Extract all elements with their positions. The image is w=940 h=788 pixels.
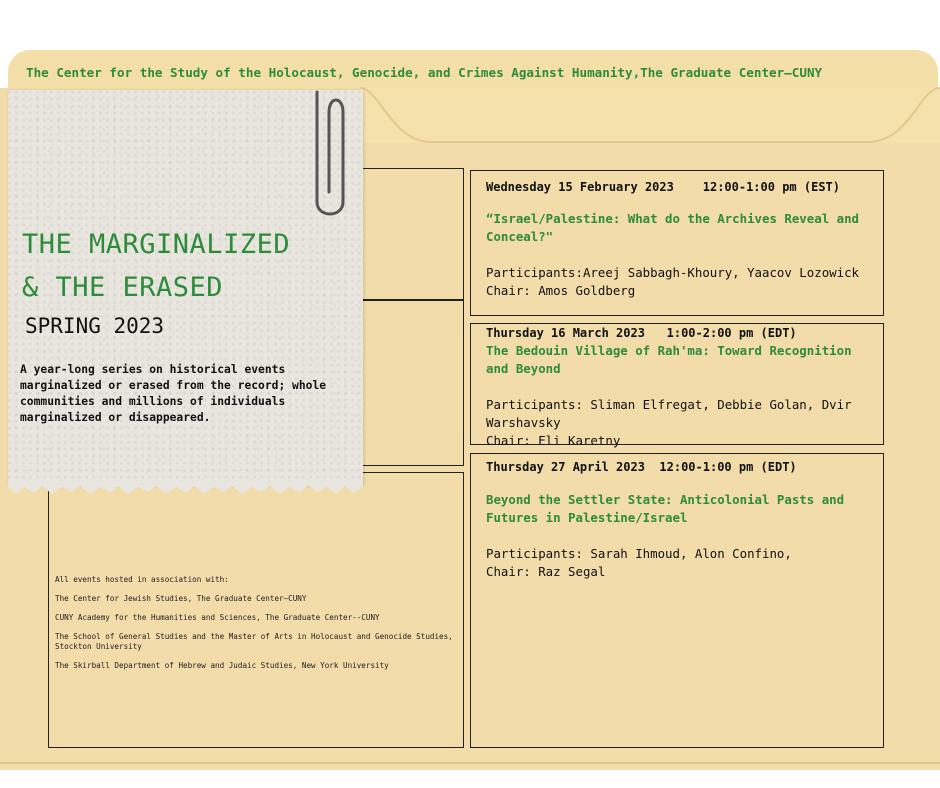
folder-tab-cut bbox=[360, 88, 940, 143]
event-3 bbox=[486, 458, 876, 581]
event-2 bbox=[486, 324, 881, 450]
partner-item: The Skirball Department of Hebrew and Judaic Studies, New York University bbox=[55, 661, 389, 670]
event-chair: Chair: Raz Segal bbox=[486, 564, 606, 579]
association-intro: All events hosted in association with: bbox=[55, 575, 229, 584]
event-1 bbox=[486, 178, 876, 300]
event-participants: Participants: Sarah Ihmoud, Alon Confino, bbox=[486, 546, 792, 561]
event-chair: Chair: Amos Goldberg bbox=[486, 283, 636, 298]
paperclip-icon bbox=[303, 82, 353, 227]
event-date: Thursday 27 April 2023 12:00-1:00 pm (EDT) bbox=[486, 460, 797, 474]
torn-edge bbox=[8, 481, 363, 495]
header-org: The Center for the Study of the Holocaust, Genocide, and Crimes Against Humanity,The Graduate Center—CUNY bbox=[26, 65, 823, 80]
event-participants: Participants: Sliman Elfregat, Debbie Golan, Dvir Warshavsky bbox=[486, 397, 852, 430]
partner-item: The School of General Studies and the Master of Arts in Holocaust and Genocide Studies, Stockton University bbox=[55, 632, 453, 651]
event-title: The Bedouin Village of Rah'ma: Toward Recognition and Beyond bbox=[486, 343, 852, 376]
folder-edge bbox=[0, 762, 940, 764]
series-description: A year-long series on historical events marginalized or erased from the record; whole communities and millions of individuals marginalized or disappeared. bbox=[20, 363, 327, 424]
series-title-line2: & THE ERASED bbox=[22, 272, 224, 303]
event-date: Thursday 16 March 2023 1:00-2:00 pm (EDT) bbox=[486, 326, 797, 340]
season-label: SPRING 2023 bbox=[25, 314, 165, 338]
partner-item: CUNY Academy for the Humanities and Sciences, The Graduate Center--CUNY bbox=[55, 613, 380, 622]
event-title: Beyond the Settler State: Anticolonial Pasts and Futures in Palestine/Israel bbox=[486, 492, 845, 525]
event-chair: Chair: Eli Karetny bbox=[486, 433, 621, 448]
event-date: Wednesday 15 February 2023 12:00-1:00 pm (EST) bbox=[486, 180, 841, 194]
association-block bbox=[55, 575, 455, 680]
event-title: “Israel/Palestine: What do the Archives Reveal and Conceal?" bbox=[486, 211, 859, 244]
event-participants: Participants:Areej Sabbagh-Khoury, Yaacov Lozowick bbox=[486, 265, 859, 280]
series-title-line1: THE MARGINALIZED bbox=[22, 229, 291, 260]
partner-item: The Center for Jewish Studies, The Graduate Center—CUNY bbox=[55, 594, 307, 603]
